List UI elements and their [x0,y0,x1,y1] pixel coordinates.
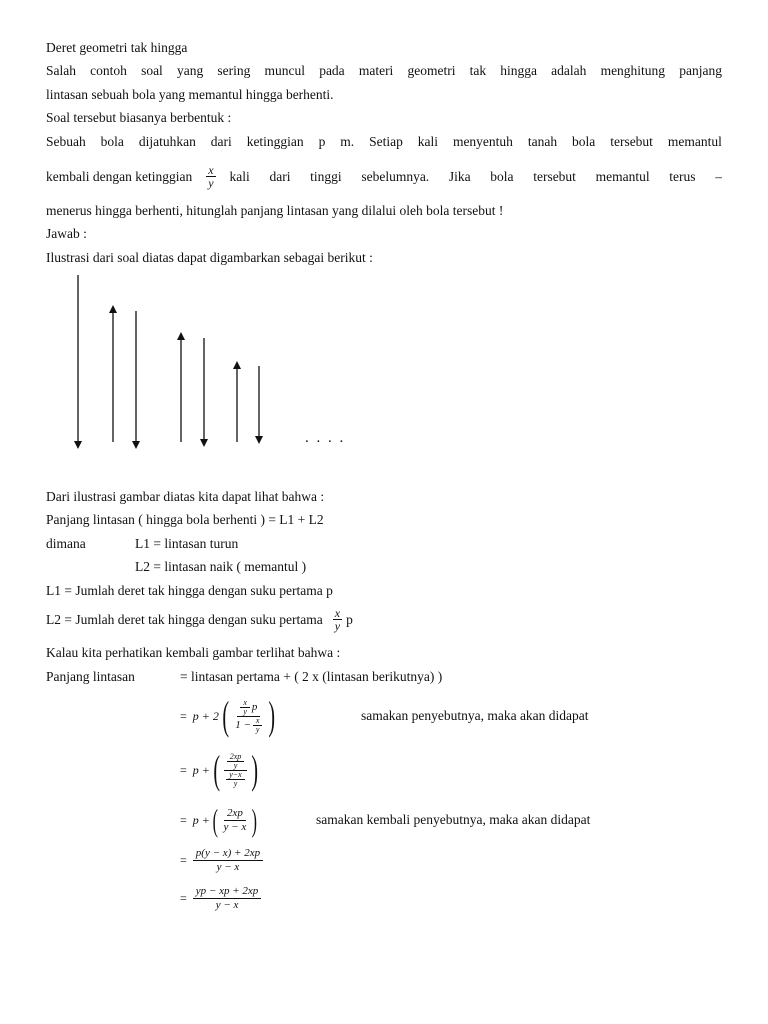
answer-heading: Jawab : [46,226,87,241]
l2-series-text: L2 = Jumlah deret tak hingga dengan suku pertama [46,611,323,627]
step3-denominator: y − x [223,820,247,833]
line2-word: adalah [551,63,587,78]
fraction-numerator: x [208,163,214,177]
l2-definition: L2 = lintasan naik ( memantul ) [135,559,307,574]
step2-prefix: p + [192,762,210,777]
paragraph-line-3: lintasan sebuah bola yang memantul hingga berhenti. [46,87,334,102]
question-line1-word: tersebut [610,134,653,149]
fraction-x-over-y-2 [333,607,342,632]
left-paren: ( [222,693,229,738]
question-line2-word: tersebut [533,168,576,184]
question-line2-word: bola [490,168,514,184]
l2-series-p: p [346,611,353,627]
question-line1-word: dari [210,134,232,149]
line2-word: geometri [407,63,456,78]
step4-numerator: p(y − x) + 2xp [193,847,263,861]
step1-p: p [251,700,258,713]
step2-fraction [223,753,248,788]
line2-word: sering [217,63,251,78]
step3-numerator: 2xp [224,807,246,821]
l1-definition: L1 = lintasan turun [135,536,239,551]
left-paren: ( [213,747,220,792]
equals-sign: = [180,852,187,867]
question-line1-word: Setiap [369,134,403,149]
line2-word: materi [358,63,394,78]
note-same-denominator: samakan penyebutnya, maka akan didapat [361,708,589,723]
question-line2-word: sebelumnya. [361,168,430,184]
step2-den-fraction [226,771,245,788]
equals-sign: = [180,890,187,905]
step3-prefix: p + [192,812,210,827]
step3-fraction [221,807,250,834]
question-line1-word: Sebuah [46,134,86,149]
fraction-denominator: y [334,619,341,633]
step4-fraction [193,847,263,874]
question-line1-word: ketinggian [246,134,304,149]
path-length-formula: = lintasan pertama + ( 2 x (lintasan berikutnya) ) [180,669,443,684]
question-line1-word: dijatuhkan [138,134,196,149]
line2-word: panjang [679,63,722,78]
derivation-step-1 [180,692,279,740]
step5-numerator: yp − xp + 2xp [193,885,262,899]
line2-word: yang [176,63,204,78]
equals-sign: = [180,812,187,827]
path-length-definition: Panjang lintasan ( hingga bola berhenti ) = L1 + L2 [46,512,324,527]
step1-inner-fraction [240,699,250,716]
line2-word: pada [319,63,345,78]
step2-num-fraction [227,753,245,770]
equals-sign: = [180,762,187,777]
question-line1-word: menyentuh [452,134,513,149]
question-line-3: menerus hingga berhenti, hitunglah panjang lintasan yang dilalui oleh bola tersebut ! [46,203,504,218]
step5-denominator: y − x [215,898,239,911]
inner-den: y [255,724,260,734]
step1-prefix: p + 2 [192,708,219,723]
step5-fraction [193,885,262,912]
where-label: dimana [46,536,86,551]
equals-sign: = [180,708,187,723]
path-length-label: Panjang lintasan [46,669,135,684]
derivation-step-2 [180,746,261,794]
observation-line: Dari ilustrasi gambar diatas kita dapat lihat bahwa : [46,489,325,504]
fraction-numerator: x [334,606,341,620]
question-line2-word: dari [269,168,291,184]
right-paren: ) [251,747,258,792]
question-line2-word: Jika [448,168,471,184]
question-line2-word: memantul [595,168,650,184]
right-paren: ) [251,802,258,838]
left-paren: ( [212,802,218,838]
reconsider-line: Kalau kita perhatikan kembali gambar terlihat bahwa : [46,645,341,660]
doc-title: Deret geometri tak hingga [46,40,188,55]
step2-numerator [224,753,248,771]
inner-num: y−x [226,771,245,780]
question-line1-word: bola [100,134,124,149]
line2-word: tak [469,63,487,78]
inner-num: x [240,699,250,708]
question-line1-word: m. [340,134,355,149]
l2-series-statement [46,607,353,632]
question-line2-word: kali [229,168,250,184]
line2-word: hingga [500,63,538,78]
fraction-denominator: y [208,176,214,190]
question-line1-word: memantul [667,134,722,149]
question-heading: Soal tersebut biasanya berbentuk : [46,110,232,125]
right-paren: ) [268,693,276,738]
step4-denominator: y − x [216,860,240,873]
step1-denominator [232,717,265,734]
line2-word: Salah [46,63,76,78]
question-line-2-text-a: kembali dengan ketinggian [46,168,193,184]
question-line1-word: p [318,134,326,149]
inner-den: y [233,760,238,770]
illustration-caption: Ilustrasi dari soal diatas dapat digambarkan sebagai berikut : [46,250,373,265]
l1-series-statement: L1 = Jumlah deret tak hingga dengan suku pertama p [46,583,333,598]
inner-num: 2xp [227,753,245,762]
derivation-step-3 [180,802,260,838]
question-line2-word: terus [669,168,696,184]
inner-num: x [253,717,263,726]
step1-den-inner-fraction [253,717,263,734]
derivation-step-4 [180,844,263,876]
question-line1-word: bola [572,134,596,149]
question-line2-word: – [715,168,722,184]
question-line1-word: tanah [527,134,558,149]
step1-fraction [232,699,265,734]
step1-numerator [237,699,260,717]
step2-denominator [223,771,248,788]
question-line2-word: tinggi [310,168,342,184]
derivation-step-5 [180,882,261,914]
line2-word: muncul [264,63,306,78]
line2-word: soal [141,63,163,78]
line2-word: contoh [90,63,127,78]
note-same-denominator-again: samakan kembali penyebutnya, maka akan didapat [316,812,591,827]
inner-den: y [243,706,247,716]
step1-den-prefix: 1 − [235,718,251,731]
continuation-dots: . . . . [305,430,346,446]
question-line1-word: kali [417,134,439,149]
line2-word: menghitung [600,63,666,78]
inner-den: y [233,778,238,788]
